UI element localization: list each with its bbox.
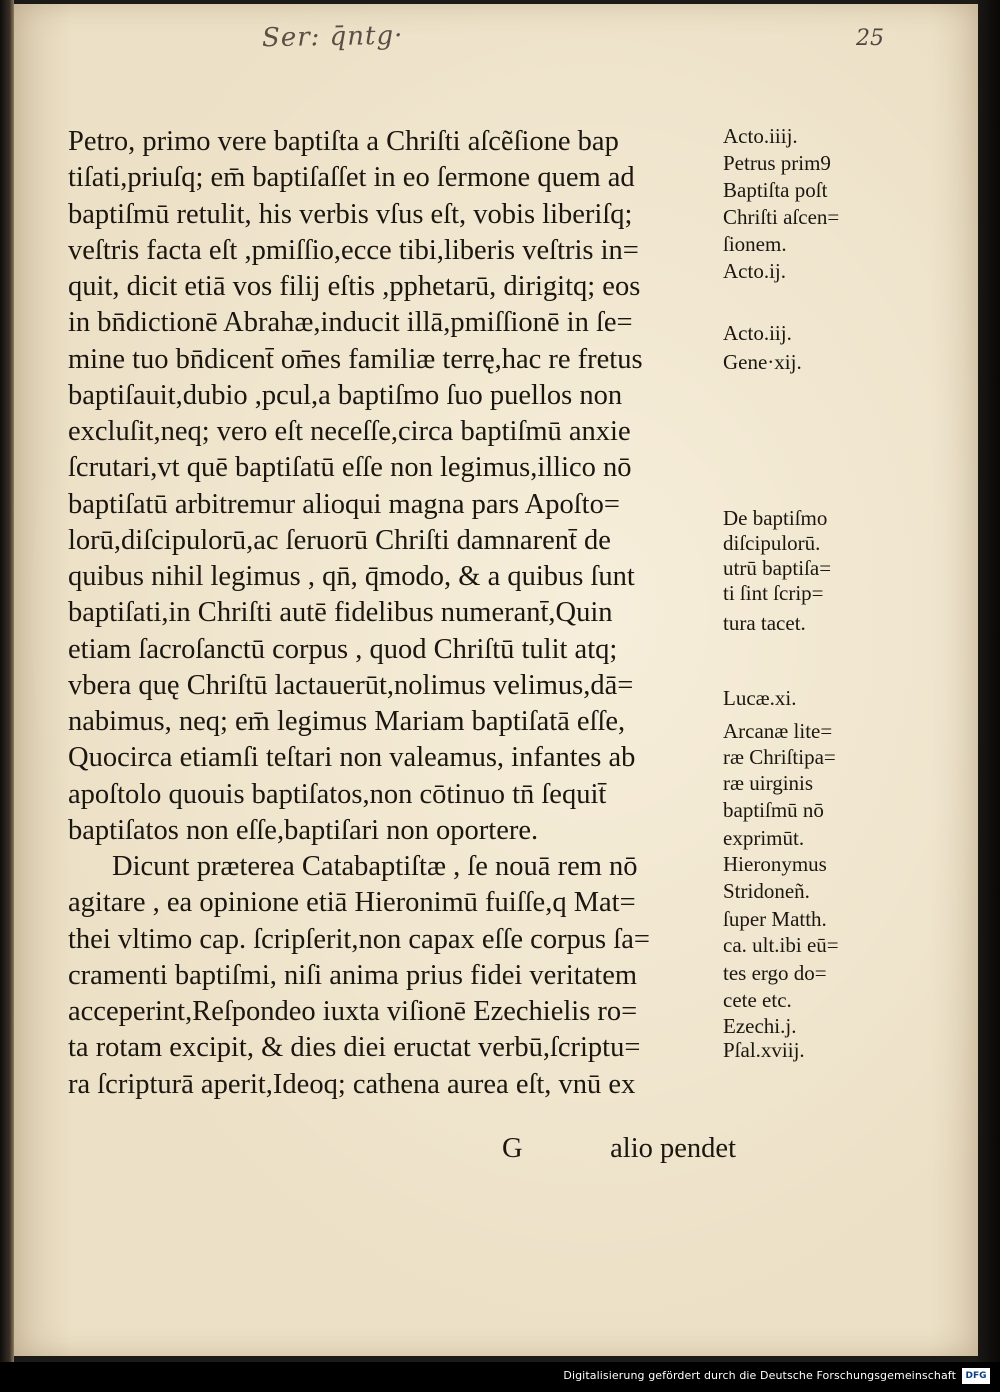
handwritten-heading: Ser: q̄ntg·: [261, 20, 404, 54]
text-line: quibus nihil legimus , qn̄, q̄modo, & a quibus ſunt: [68, 561, 635, 592]
margin-note: Acto.iij.: [723, 321, 792, 345]
text-line: thei vltimo cap. ſcripſerit,non capax eſſe corpus ſa=: [68, 923, 650, 955]
text-line: agitare , ea opinione etiā Hieronimū fuiſſe,q Mat=: [68, 887, 636, 919]
margin-note: ræ uirginis: [723, 771, 814, 795]
margin-note: Pſal.xviij.: [723, 1038, 805, 1062]
margin-note: Petrus prim9: [723, 151, 831, 175]
margin-note: ræ Chriſtipa=: [723, 745, 836, 769]
margin-note: ti ſint ſcrip=: [723, 581, 824, 605]
text-line: baptiſauit,dubio ,pcul,a baptiſmo ſuo puellos non: [68, 379, 623, 411]
text-line: apoſtolo quouis baptiſatos,non cōtinuo tn̄ ſequit̄: [68, 778, 607, 810]
text-line: baptiſatos non eſſe,baptiſari non oportere.: [68, 814, 539, 846]
text-line: nabimus, neq; em̄ legimus Mariam baptiſatā eſſe,: [68, 706, 626, 737]
margin-note: cete etc.: [723, 988, 792, 1012]
text-line: lorū,diſcipulorū,ac ſeruorū Chriſti damnarent̄ de: [68, 524, 611, 556]
text-line: vbera quę Chriſtū lactauerūt,nolimus velimus,dā=: [68, 669, 634, 701]
margin-note: exprimūt.: [723, 826, 805, 850]
margin-note: utrū baptiſa=: [723, 556, 832, 580]
margin-note: tes ergo do=: [723, 961, 827, 985]
book-page: [14, 4, 978, 1356]
text-line: excluſit,neq; vero eſt neceſſe,circa baptiſmū anxie: [68, 416, 631, 447]
margin-note: Acto.iiij.: [723, 124, 798, 148]
page-shadow-edge: [978, 0, 1000, 1362]
margin-note: ca. ult.ibi eū=: [723, 933, 839, 957]
text-line: cramenti baptiſmi, niſi anima prius fidei veritatem: [68, 959, 638, 991]
margin-note: ſionem.: [723, 232, 787, 256]
text-line: baptiſati,in Chriſti autē fidelibus numerant̄,Quin: [68, 597, 613, 629]
margin-note: diſcipulorū.: [723, 531, 821, 555]
text-line: quit, dicit etiā vos filij eſtis ,pphetarū, dirigitq; eos: [68, 271, 641, 302]
margin-note: Chriſti aſcen=: [723, 205, 840, 229]
margin-note: Gene·xij.: [723, 350, 802, 374]
margin-note: Hieronymus: [723, 852, 827, 876]
margin-note: ſuper Matth.: [723, 907, 827, 931]
margin-note: tura tacet.: [723, 611, 806, 635]
text-line: veſtris facta eſt ,pmiſſio,ecce tibi,liberis veſtris in=: [68, 234, 639, 266]
main-text-block: [68, 124, 736, 1103]
margin-note: baptiſmū nō: [723, 798, 824, 822]
text-line: in bn̄dictionē Abrahæ,inducit illā,pmiſſionē in ſe=: [68, 307, 633, 339]
text-line: etiam ſacroſanctū corpus , quod Chriſtū tulit atq;: [68, 633, 618, 665]
book-spine-edge: [0, 0, 14, 1362]
signature-mark: G: [502, 1133, 523, 1164]
funding-credit: Digitalisierung gefördert durch die Deutsche Forschungsgemeinschaft: [563, 1369, 956, 1382]
text-line: Quocirca etiamſi teſtari non valeamus, infantes ab: [68, 742, 636, 774]
footer-bar: [0, 1362, 1000, 1392]
paragraph-start-line: Dicunt præterea Catabaptiſtæ , ſe nouā rem nō: [112, 851, 638, 882]
text-line: Petro, primo vere baptiſta a Chriſti aſcẽſione bap: [68, 126, 619, 157]
margin-note: Acto.ij.: [723, 259, 786, 283]
margin-note: Ezechi.j.: [723, 1014, 797, 1038]
signature-catchword-row: [68, 1131, 736, 1167]
text-line: ſcrutari,vt quē baptiſatū eſſe non legimus,illico nō: [68, 452, 632, 484]
text-line: ra ſcripturā aperit,Ideoq; cathena aurea eſt, vnū ex: [68, 1068, 636, 1100]
margin-note: Stridoneñ.: [723, 879, 810, 903]
text-line: acceperint,Reſpondeo iuxta viſionē Ezechielis ro=: [68, 996, 638, 1027]
text-line: tiſati,priuſq; em̄ baptiſaſſet in eo ſermone quem ad: [68, 162, 635, 194]
margin-note: Baptiſta poſt: [723, 178, 828, 202]
text-line: mine tuo bn̄dicent̄ om̄es familiæ terrę,hac re fretus: [68, 343, 643, 375]
page-number: 25: [856, 26, 884, 51]
margin-note: De baptiſmo: [723, 506, 828, 530]
dfg-logo: DFG: [962, 1368, 990, 1384]
margin-note: Arcanæ lite=: [723, 719, 833, 743]
catchword: alio pendet: [610, 1133, 736, 1164]
text-line: ta rotam excipit, & dies diei eructat verbū,ſcriptu=: [68, 1032, 641, 1064]
text-line: baptiſmū retulit, his verbis vſus eſt, vobis liberiſq;: [68, 198, 633, 230]
text-line: baptiſatū arbitremur alioqui magna pars Apoſto=: [68, 488, 620, 520]
margin-note: Lucæ.xi.: [723, 686, 797, 710]
